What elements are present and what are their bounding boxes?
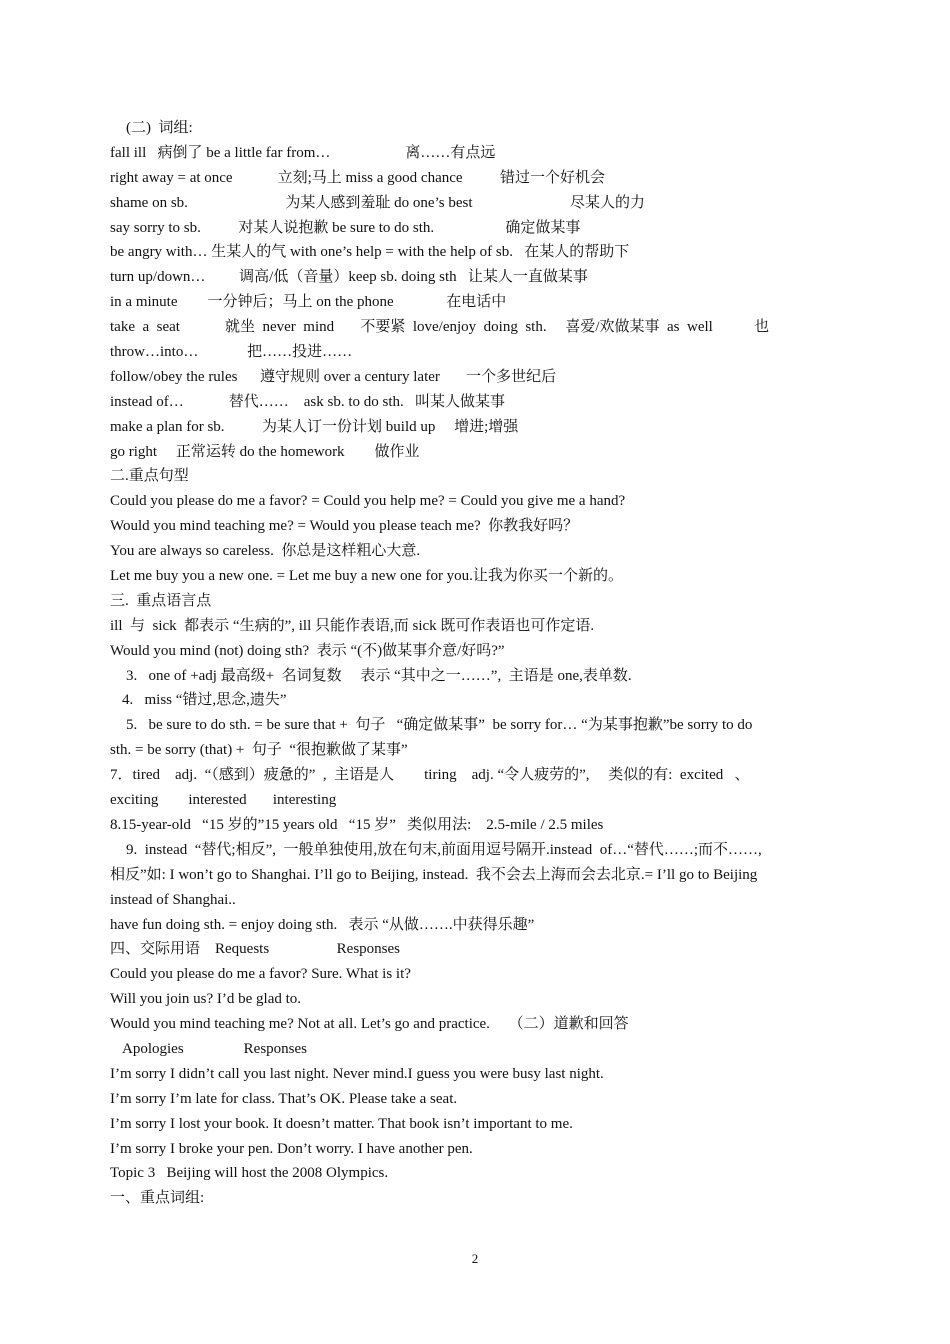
section-heading-sentences: 二.重点句型 bbox=[110, 468, 189, 485]
numbered-point: 9. instead “替代;相反”, 一般单独使用,放在句末,前面用逗号隔开.instead of…“替代……;而不……, bbox=[126, 841, 762, 858]
text-line: instead of… 替代…… ask sb. to do sth. 叫某人做某事 bbox=[110, 393, 505, 410]
topic-title: Topic 3 Beijing will host the 2008 Olympics. bbox=[110, 1165, 389, 1182]
numbered-point: 8.15-year-old “15 岁的”15 years old “15 岁” 类似用法: 2.5-mile / 2.5 miles bbox=[110, 816, 604, 833]
text-line: follow/obey the rules 遵守规则 over a century later 一个多世纪后 bbox=[110, 368, 557, 385]
text-line: ill 与 sick 都表示 “生病的”, ill 只能作表语,而 sick 既可作表语也可作定语. bbox=[110, 617, 595, 634]
text-line: go right 正常运转 do the homework 做作业 bbox=[110, 443, 420, 460]
text-line: Would you mind teaching me? = Would you please teach me? 你教我好吗？ bbox=[110, 518, 579, 535]
text-line: exciting interested interesting bbox=[110, 792, 337, 809]
text-line: have fun doing sth. = enjoy doing sth. 表示 “从做…….中获得乐趣” bbox=[110, 916, 535, 933]
section-heading-communication: 四、交际用语 Requests Responses bbox=[110, 941, 400, 958]
text-line: I’m sorry I broke your pen. Don’t worry. I have another pen. bbox=[110, 1140, 473, 1157]
document-body bbox=[110, 116, 850, 1211]
text-line: Could you please do me a favor? Sure. What is it? bbox=[110, 966, 411, 983]
text-line: throw…into… 把……投进…… bbox=[110, 344, 353, 361]
text-line: You are always so careless. 你总是这样粗心大意. bbox=[110, 543, 421, 560]
text-line: make a plan for sb. 为某人订一份计划 build up 增进;增强 bbox=[110, 418, 519, 435]
text-line: I’m sorry I didn’t call you last night. Never mind.I guess you were busy last night. bbox=[110, 1065, 604, 1082]
text-line: fall ill 病倒了 be a little far from… 离……有点远 bbox=[110, 144, 496, 161]
text-line: instead of Shanghai.. bbox=[110, 891, 236, 908]
numbered-point: 3. one of +adj 最高级+ 名词复数 表示 “其中之一……”, 主语是 one,表单数. bbox=[126, 667, 632, 684]
numbered-point: 5. be sure to do sth. = be sure that + 句子 “确定做某事” be sorry for… “为某事抱歉”be sorry to do bbox=[126, 717, 753, 734]
text-line: say sorry to sb. 对某人说抱歉 be sure to do sth. 确定做某事 bbox=[110, 219, 581, 236]
text-line: turn up/down… 调高/低（音量）keep sb. doing sth 让某人一直做某事 bbox=[110, 269, 588, 286]
text-line: take a seat 就坐 never mind 不要紧 love/enjoy doing sth. 喜爱/欢做某事 as well 也 bbox=[110, 319, 770, 336]
text-line: Would you mind teaching me? Not at all. Let’s go and practice. （二）道歉和回答 bbox=[110, 1016, 629, 1033]
text-line: Will you join us? I’d be glad to. bbox=[110, 991, 302, 1008]
page-number: 2 bbox=[471, 1251, 479, 1266]
text-line: I’m sorry I’m late for class. That’s OK. Please take a seat. bbox=[110, 1090, 458, 1107]
section-heading-key-phrases: 一、重点词组: bbox=[110, 1190, 205, 1207]
text-line: I’m sorry I lost your book. It doesn’t matter. That book isn’t important to me. bbox=[110, 1115, 573, 1132]
text-line: Let me buy you a new one. = Let me buy a new one for you.让我为你买一个新的。 bbox=[110, 568, 623, 585]
text-line: 相反”如: I won’t go to Shanghai. I’ll go to Beijing, instead. 我不会去上海而会去北京.= I’ll go to Beijing bbox=[110, 866, 758, 883]
text-line: Could you please do me a favor? = Could you help me? = Could you give me a hand? bbox=[110, 493, 626, 510]
text-line: sth. = be sorry (that) + 句子 “很抱歉做了某事” bbox=[110, 742, 408, 759]
numbered-point: 4. miss “错过,思念,遗失” bbox=[122, 692, 287, 709]
text-line: Would you mind (not) doing sth? 表示 “(不)做某事介意/好吗?” bbox=[110, 642, 505, 659]
subheading-apologies: Apologies Responses bbox=[122, 1040, 307, 1057]
section-heading-language-points: 三. 重点语言点 bbox=[110, 592, 212, 609]
text-line: right away = at once 立刻;马上 miss a good chance 错过一个好机会 bbox=[110, 169, 606, 186]
numbered-point: 7．tired adj. “（感到）疲惫的” , 主语是人 tiring adj. “令人疲劳的”, 类似的有: excited 、 bbox=[110, 767, 750, 784]
section-heading-phrases: (二) 词组: bbox=[126, 120, 193, 136]
text-line: in a minute 一分钟后；马上 on the phone 在电话中 bbox=[110, 294, 507, 311]
text-line: shame on sb. 为某人感到羞耻 do one’s best 尽某人的力 bbox=[110, 194, 645, 211]
text-line: be angry with… 生某人的气 with one’s help = with the help of sb. 在某人的帮助下 bbox=[110, 244, 630, 261]
